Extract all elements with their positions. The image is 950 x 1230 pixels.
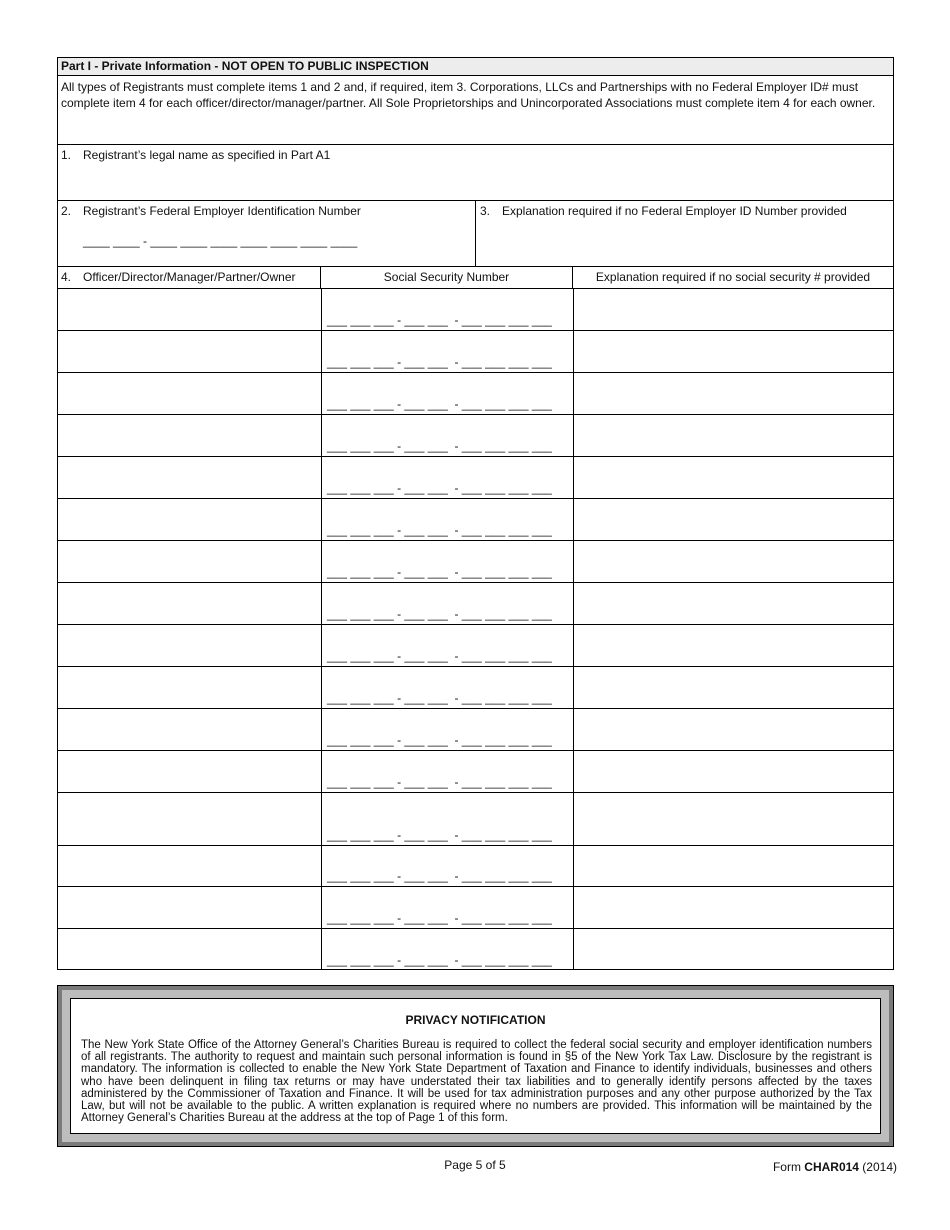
officer-name-cell[interactable] — [58, 499, 322, 540]
table-row — [58, 331, 893, 373]
officer-name-cell[interactable] — [58, 331, 322, 372]
table-row — [58, 457, 893, 499]
ssn-cell[interactable] — [321, 929, 574, 970]
col-officer-header: 4. Officer/Director/Manager/Partner/Owner — [58, 267, 321, 288]
item-number: 2. — [61, 204, 72, 218]
ssn-cell[interactable] — [321, 887, 574, 928]
officer-name-cell[interactable] — [58, 846, 322, 886]
ssn-explanation-cell[interactable] — [573, 667, 893, 708]
officer-name-cell[interactable] — [58, 751, 322, 792]
table-row — [58, 415, 893, 457]
ssn-cell[interactable] — [321, 751, 574, 792]
item-number: 3. — [480, 204, 491, 218]
ssn-cell[interactable] — [321, 289, 574, 330]
fein-explanation-field[interactable] — [476, 201, 893, 267]
ssn-explanation-cell[interactable] — [573, 499, 893, 540]
officer-name-cell[interactable] — [58, 667, 322, 708]
ssn-cell[interactable] — [321, 793, 574, 845]
ssn-explanation-cell[interactable] — [573, 887, 893, 928]
ssn-cell[interactable] — [321, 457, 574, 498]
ssn-cell[interactable] — [321, 373, 574, 414]
ssn-explanation-cell[interactable] — [573, 331, 893, 372]
ssn-blanks: ___ ___ ___ - ___ ___ - ___ ___ ___ ___ — [327, 439, 552, 453]
ssn-blanks: ___ ___ ___ - ___ ___ - ___ ___ ___ ___ — [327, 775, 552, 789]
ssn-blanks: ___ ___ ___ - ___ ___ - ___ ___ ___ ___ — [327, 869, 552, 883]
table-row — [58, 583, 893, 625]
ssn-blanks: ___ ___ ___ - ___ ___ - ___ ___ ___ ___ — [327, 828, 552, 842]
table-row — [58, 625, 893, 667]
ssn-blanks: ___ ___ ___ - ___ ___ - ___ ___ ___ ___ — [327, 691, 552, 705]
col-explanation-header: Explanation required if no social security # provided — [595, 270, 871, 284]
legal-name-label: Registrant’s legal name as specified in Part A1 — [83, 148, 331, 162]
fein-explanation-label: Explanation required if no Federal Employer ID Number provided — [502, 204, 847, 218]
ssn-blanks: ___ ___ ___ - ___ ___ - ___ ___ ___ ___ — [327, 911, 552, 925]
table-row — [58, 709, 893, 751]
ssn-explanation-cell[interactable] — [573, 751, 893, 792]
table-row — [58, 887, 893, 929]
ssn-cell[interactable] — [321, 499, 574, 540]
table-row — [58, 499, 893, 541]
table-row — [58, 751, 893, 793]
instructions-text: All types of Registrants must complete items 1 and 2 and, if required, item 3. Corporations, LLCs and Partnerships with no Federal Employer ID# must complete item 4 for each officer/director/manager/partner. All Sole Proprietorships and Unincorporated Associations must complete item 4 for each owner. — [58, 77, 893, 145]
officers-table-header — [58, 267, 893, 289]
fein-blanks[interactable]: ____ ____ - ____ ____ ____ ____ ____ ____ ____ — [83, 234, 358, 248]
officer-name-cell[interactable] — [58, 541, 322, 582]
officer-name-cell[interactable] — [58, 929, 322, 970]
officers-table-body — [58, 289, 893, 970]
ssn-cell[interactable] — [321, 331, 574, 372]
ssn-explanation-cell[interactable] — [573, 846, 893, 886]
ssn-cell[interactable] — [321, 541, 574, 582]
ssn-cell[interactable] — [321, 846, 574, 886]
privacy-text: The New York State Office of the Attorney General’s Charities Bureau is required to collect the federal social security and employer identification numbers of all registrants. The authority to request and maintain such personal information is found in §5 of the New York Tax Law. Disclosure by the registrant is mandatory. The information is collected to enable the New York State Department of Taxation and Finance to identify individuals, businesses and others who have been delinquent in filing tax returns or may have understated their tax liabilities and to generally identify persons affected by the taxes administered by the Commissioner of Taxation and Finance. It will be used for tax administration purposes and any other purpose authorized by the Tax Law, but will not be available to the public. A written explanation is required where no numbers are provided. This information will be maintained by the Attorney General’s Charities Bureau at the address at the top of Page 1 of this form. — [81, 1039, 872, 1125]
ssn-blanks: ___ ___ ___ - ___ ___ - ___ ___ ___ ___ — [327, 397, 552, 411]
part-i-header: Part I - Private Information - NOT OPEN TO PUBLIC INSPECTION — [58, 58, 893, 76]
privacy-notification-box — [57, 985, 894, 1147]
ssn-blanks: ___ ___ ___ - ___ ___ - ___ ___ ___ ___ — [327, 733, 552, 747]
ssn-cell[interactable] — [321, 415, 574, 456]
col-ssn-header: Social Security Number — [321, 267, 573, 288]
ssn-cell[interactable] — [321, 625, 574, 666]
ssn-explanation-cell[interactable] — [573, 457, 893, 498]
ssn-explanation-cell[interactable] — [573, 541, 893, 582]
table-row — [58, 373, 893, 415]
ssn-cell[interactable] — [321, 667, 574, 708]
form-code: CHAR014 — [804, 1160, 859, 1174]
ssn-cell[interactable] — [321, 583, 574, 624]
fein-label: Registrant’s Federal Employer Identification Number — [83, 204, 361, 218]
ssn-explanation-cell[interactable] — [573, 415, 893, 456]
fein-field[interactable] — [58, 201, 476, 267]
ssn-explanation-cell[interactable] — [573, 289, 893, 330]
table-row — [58, 289, 893, 331]
ssn-blanks: ___ ___ ___ - ___ ___ - ___ ___ ___ ___ — [327, 565, 552, 579]
officer-name-cell[interactable] — [58, 373, 322, 414]
ssn-cell[interactable] — [321, 709, 574, 750]
ssn-explanation-cell[interactable] — [573, 793, 893, 845]
ssn-blanks: ___ ___ ___ - ___ ___ - ___ ___ ___ ___ — [327, 953, 552, 967]
ssn-blanks: ___ ___ ___ - ___ ___ - ___ ___ ___ ___ — [327, 607, 552, 621]
ssn-blanks: ___ ___ ___ - ___ ___ - ___ ___ ___ ___ — [327, 649, 552, 663]
ssn-explanation-cell[interactable] — [573, 373, 893, 414]
ssn-blanks: ___ ___ ___ - ___ ___ - ___ ___ ___ ___ — [327, 481, 552, 495]
ssn-explanation-cell[interactable] — [573, 929, 893, 970]
table-row — [58, 541, 893, 583]
form-id: Form CHAR014 (2014) — [772, 1160, 897, 1174]
table-row — [58, 929, 893, 970]
ssn-explanation-cell[interactable] — [573, 625, 893, 666]
officer-name-cell[interactable] — [58, 289, 322, 330]
officer-name-cell[interactable] — [58, 415, 322, 456]
officer-name-cell[interactable] — [58, 625, 322, 666]
ssn-blanks: ___ ___ ___ - ___ ___ - ___ ___ ___ ___ — [327, 523, 552, 537]
ssn-explanation-cell[interactable] — [573, 709, 893, 750]
officer-name-cell[interactable] — [58, 583, 322, 624]
ssn-blanks: ___ ___ ___ - ___ ___ - ___ ___ ___ ___ — [327, 355, 552, 369]
table-row — [58, 793, 893, 846]
privacy-title: PRIVACY NOTIFICATION — [405, 1013, 546, 1027]
officer-name-cell[interactable] — [58, 793, 322, 845]
legal-name-field[interactable] — [58, 145, 893, 201]
ssn-explanation-cell[interactable] — [573, 583, 893, 624]
ssn-blanks: ___ ___ ___ - ___ ___ - ___ ___ ___ ___ — [327, 313, 552, 327]
officer-name-cell[interactable] — [58, 887, 322, 928]
officer-name-cell[interactable] — [58, 457, 322, 498]
table-row — [58, 667, 893, 709]
page-number: Page 5 of 5 — [444, 1158, 506, 1172]
private-info-form — [57, 57, 894, 970]
officer-name-cell[interactable] — [58, 709, 322, 750]
item-number: 1. — [61, 148, 72, 162]
table-row — [58, 846, 893, 887]
